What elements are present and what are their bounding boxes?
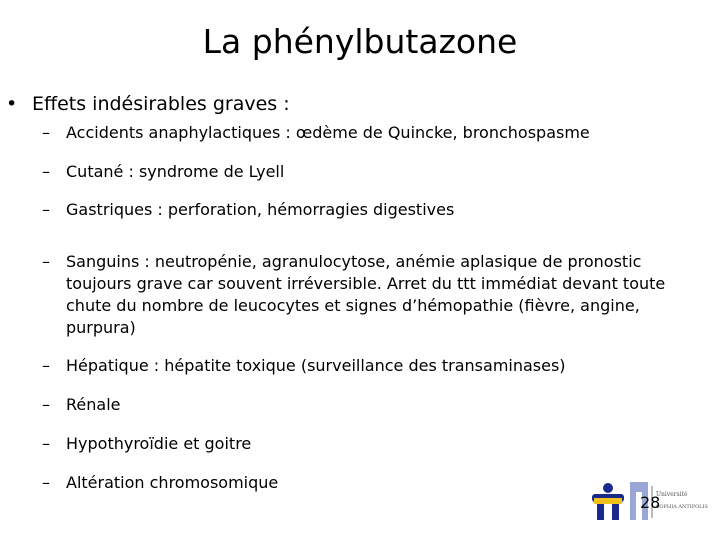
list-item bbox=[42, 472, 672, 494]
dash-marker: – bbox=[42, 434, 50, 453]
dash-marker: – bbox=[42, 473, 50, 492]
list-item-text: Altération chromosomique bbox=[66, 473, 279, 492]
logo-text: Université bbox=[656, 491, 688, 498]
main-bullet bbox=[6, 93, 290, 115]
list-item bbox=[42, 122, 672, 144]
list-item bbox=[42, 251, 672, 339]
dash-marker: – bbox=[42, 395, 50, 414]
list-item-text: Sanguins : neutropénie, agranulocytose, anémie aplasique de pronostic toujours grave car souvent irréversible. Arret du ttt immédiat devant toute chute du nombre de leucocytes et signes d’hémopathie (fièvre, angine, purpura) bbox=[66, 252, 666, 337]
dash-marker: – bbox=[42, 123, 50, 142]
list-item-text: Cutané : syndrome de Lyell bbox=[66, 162, 285, 181]
logo-text: SOPHIA ANTIPOLIS bbox=[656, 504, 708, 510]
dash-marker: – bbox=[42, 162, 50, 181]
bullet-dot: • bbox=[6, 93, 18, 115]
list-item bbox=[42, 394, 672, 416]
dash-marker: – bbox=[42, 252, 50, 271]
page-number: 28 bbox=[640, 493, 661, 512]
list-item-text: Gastriques : perforation, hémorragies digestives bbox=[66, 200, 455, 219]
slide-title: La phénylbutazone bbox=[202, 22, 518, 61]
logo-figure-icon bbox=[592, 483, 624, 520]
list-item-text: Rénale bbox=[66, 395, 121, 414]
list-item bbox=[42, 355, 672, 377]
list-item-text: Accidents anaphylactiques : œdème de Quincke, bronchospasme bbox=[66, 123, 590, 142]
list-item bbox=[42, 199, 672, 221]
list-item bbox=[42, 161, 672, 183]
dash-marker: – bbox=[42, 356, 50, 375]
main-bullet-text: Effets indésirables graves : bbox=[32, 93, 290, 115]
dash-marker: – bbox=[42, 200, 50, 219]
list-item bbox=[42, 433, 672, 455]
list-item-text: Hypothyroïdie et goitre bbox=[66, 434, 252, 453]
list-item-text: Hépatique : hépatite toxique (surveillance des transaminases) bbox=[66, 356, 566, 375]
